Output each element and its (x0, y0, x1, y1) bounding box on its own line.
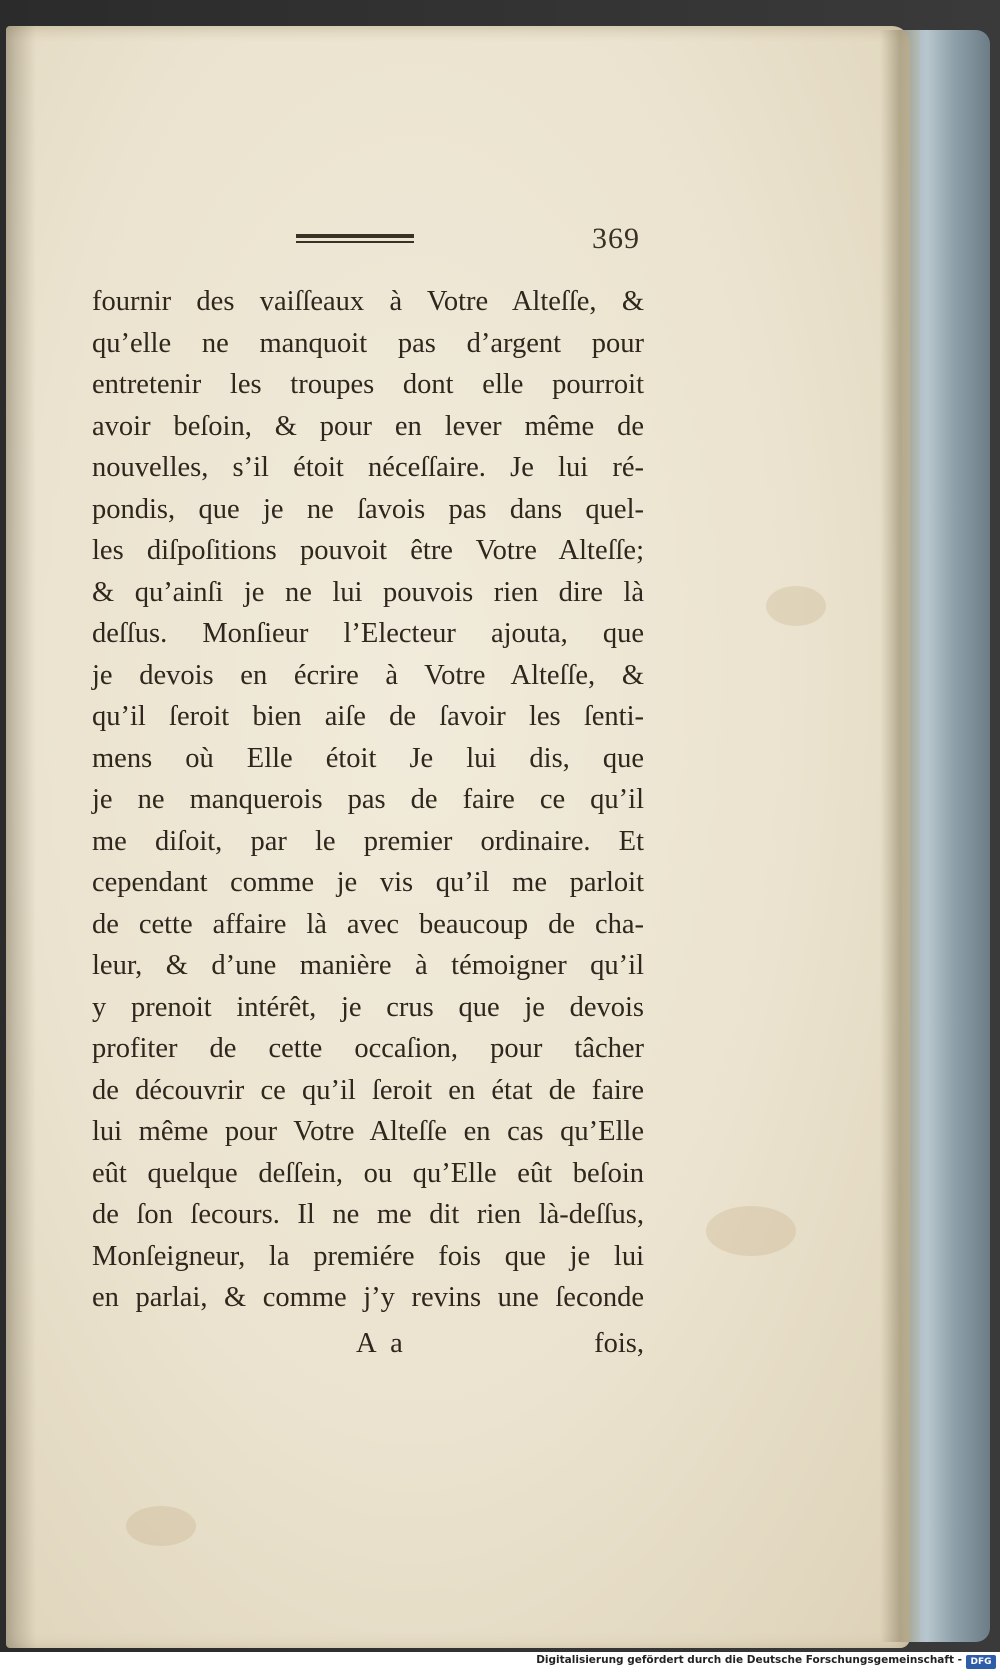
text-line: entretenir les troupes dont elle pourroit (92, 369, 644, 400)
cover-shadow (880, 30, 920, 1642)
text-line: de cette affaire là avec beaucoup de cha- (92, 908, 644, 940)
catchword: fois, (594, 1328, 644, 1359)
text-line: fournir des vaiſſeaux à Votre Alteſſe, & (92, 286, 644, 317)
text-line: me diſoit, par le premier ordinaire. Et (92, 825, 644, 857)
digitization-credit-bar (0, 1652, 1000, 1672)
text-line: qu’il ſeroit bien aiſe de ſavoir les ſenti- (92, 701, 644, 732)
text-line: les diſpoſitions pouvoit être Votre Alteſſe; (92, 535, 644, 566)
text-line: cependant comme je vis qu’il me parloit (92, 867, 644, 898)
body-text (92, 281, 644, 1319)
book-page (6, 26, 910, 1648)
text-line: mens où Elle étoit Je lui dis, que (92, 742, 644, 774)
text-line: & qu’ainſi je ne lui pouvois rien dire là (92, 576, 644, 608)
page-footer (92, 1328, 644, 1368)
text-line: de ſon ſecours. Il ne me dit rien là-deſſus, (92, 1199, 644, 1230)
page-number: 369 (592, 222, 640, 255)
header-rule (296, 234, 414, 244)
funding-credit: Digitalisierung gefördert durch die Deutsche Forschungsgemeinschaft - (536, 1654, 962, 1666)
text-line: je devois en écrire à Votre Alteſſe, & (92, 659, 644, 691)
signature-mark: A a (356, 1328, 407, 1359)
text-line: je ne manquerois pas de faire ce qu’il (92, 784, 644, 815)
text-line: nouvelles, s’il étoit néceſſaire. Je lui ré- (92, 452, 644, 483)
text-line: qu’elle ne manquoit pas d’argent pour (92, 327, 644, 359)
paper-stain (706, 1206, 796, 1256)
text-line: eût quelque deſſein, ou qu’Elle eût beſoin (92, 1157, 644, 1189)
paper-stain (126, 1506, 196, 1546)
text-line: en parlai, & comme j’y revins une ſeconde (92, 1282, 644, 1313)
text-line: pondis, que je ne ſavois pas dans quel- (92, 493, 644, 525)
text-line: avoir beſoin, & pour en lever même de (92, 410, 644, 442)
dfg-logo: DFG (966, 1655, 996, 1669)
text-line: deſſus. Monſieur l’Electeur ajouta, que (92, 618, 644, 649)
text-line: y prenoit intérêt, je crus que je devois (92, 991, 644, 1023)
text-line: leur, & d’une manière à témoigner qu’il (92, 950, 644, 981)
text-line: de découvrir ce qu’il ſeroit en état de faire (92, 1074, 644, 1106)
paper-stain (766, 586, 826, 626)
text-line: lui même pour Votre Alteſſe en cas qu’Elle (92, 1116, 644, 1147)
page-gutter-shadow (6, 26, 36, 1648)
text-line: profiter de cette occaſion, pour tâcher (92, 1033, 644, 1064)
text-line: Monſeigneur, la premiére fois que je lui (92, 1240, 644, 1272)
